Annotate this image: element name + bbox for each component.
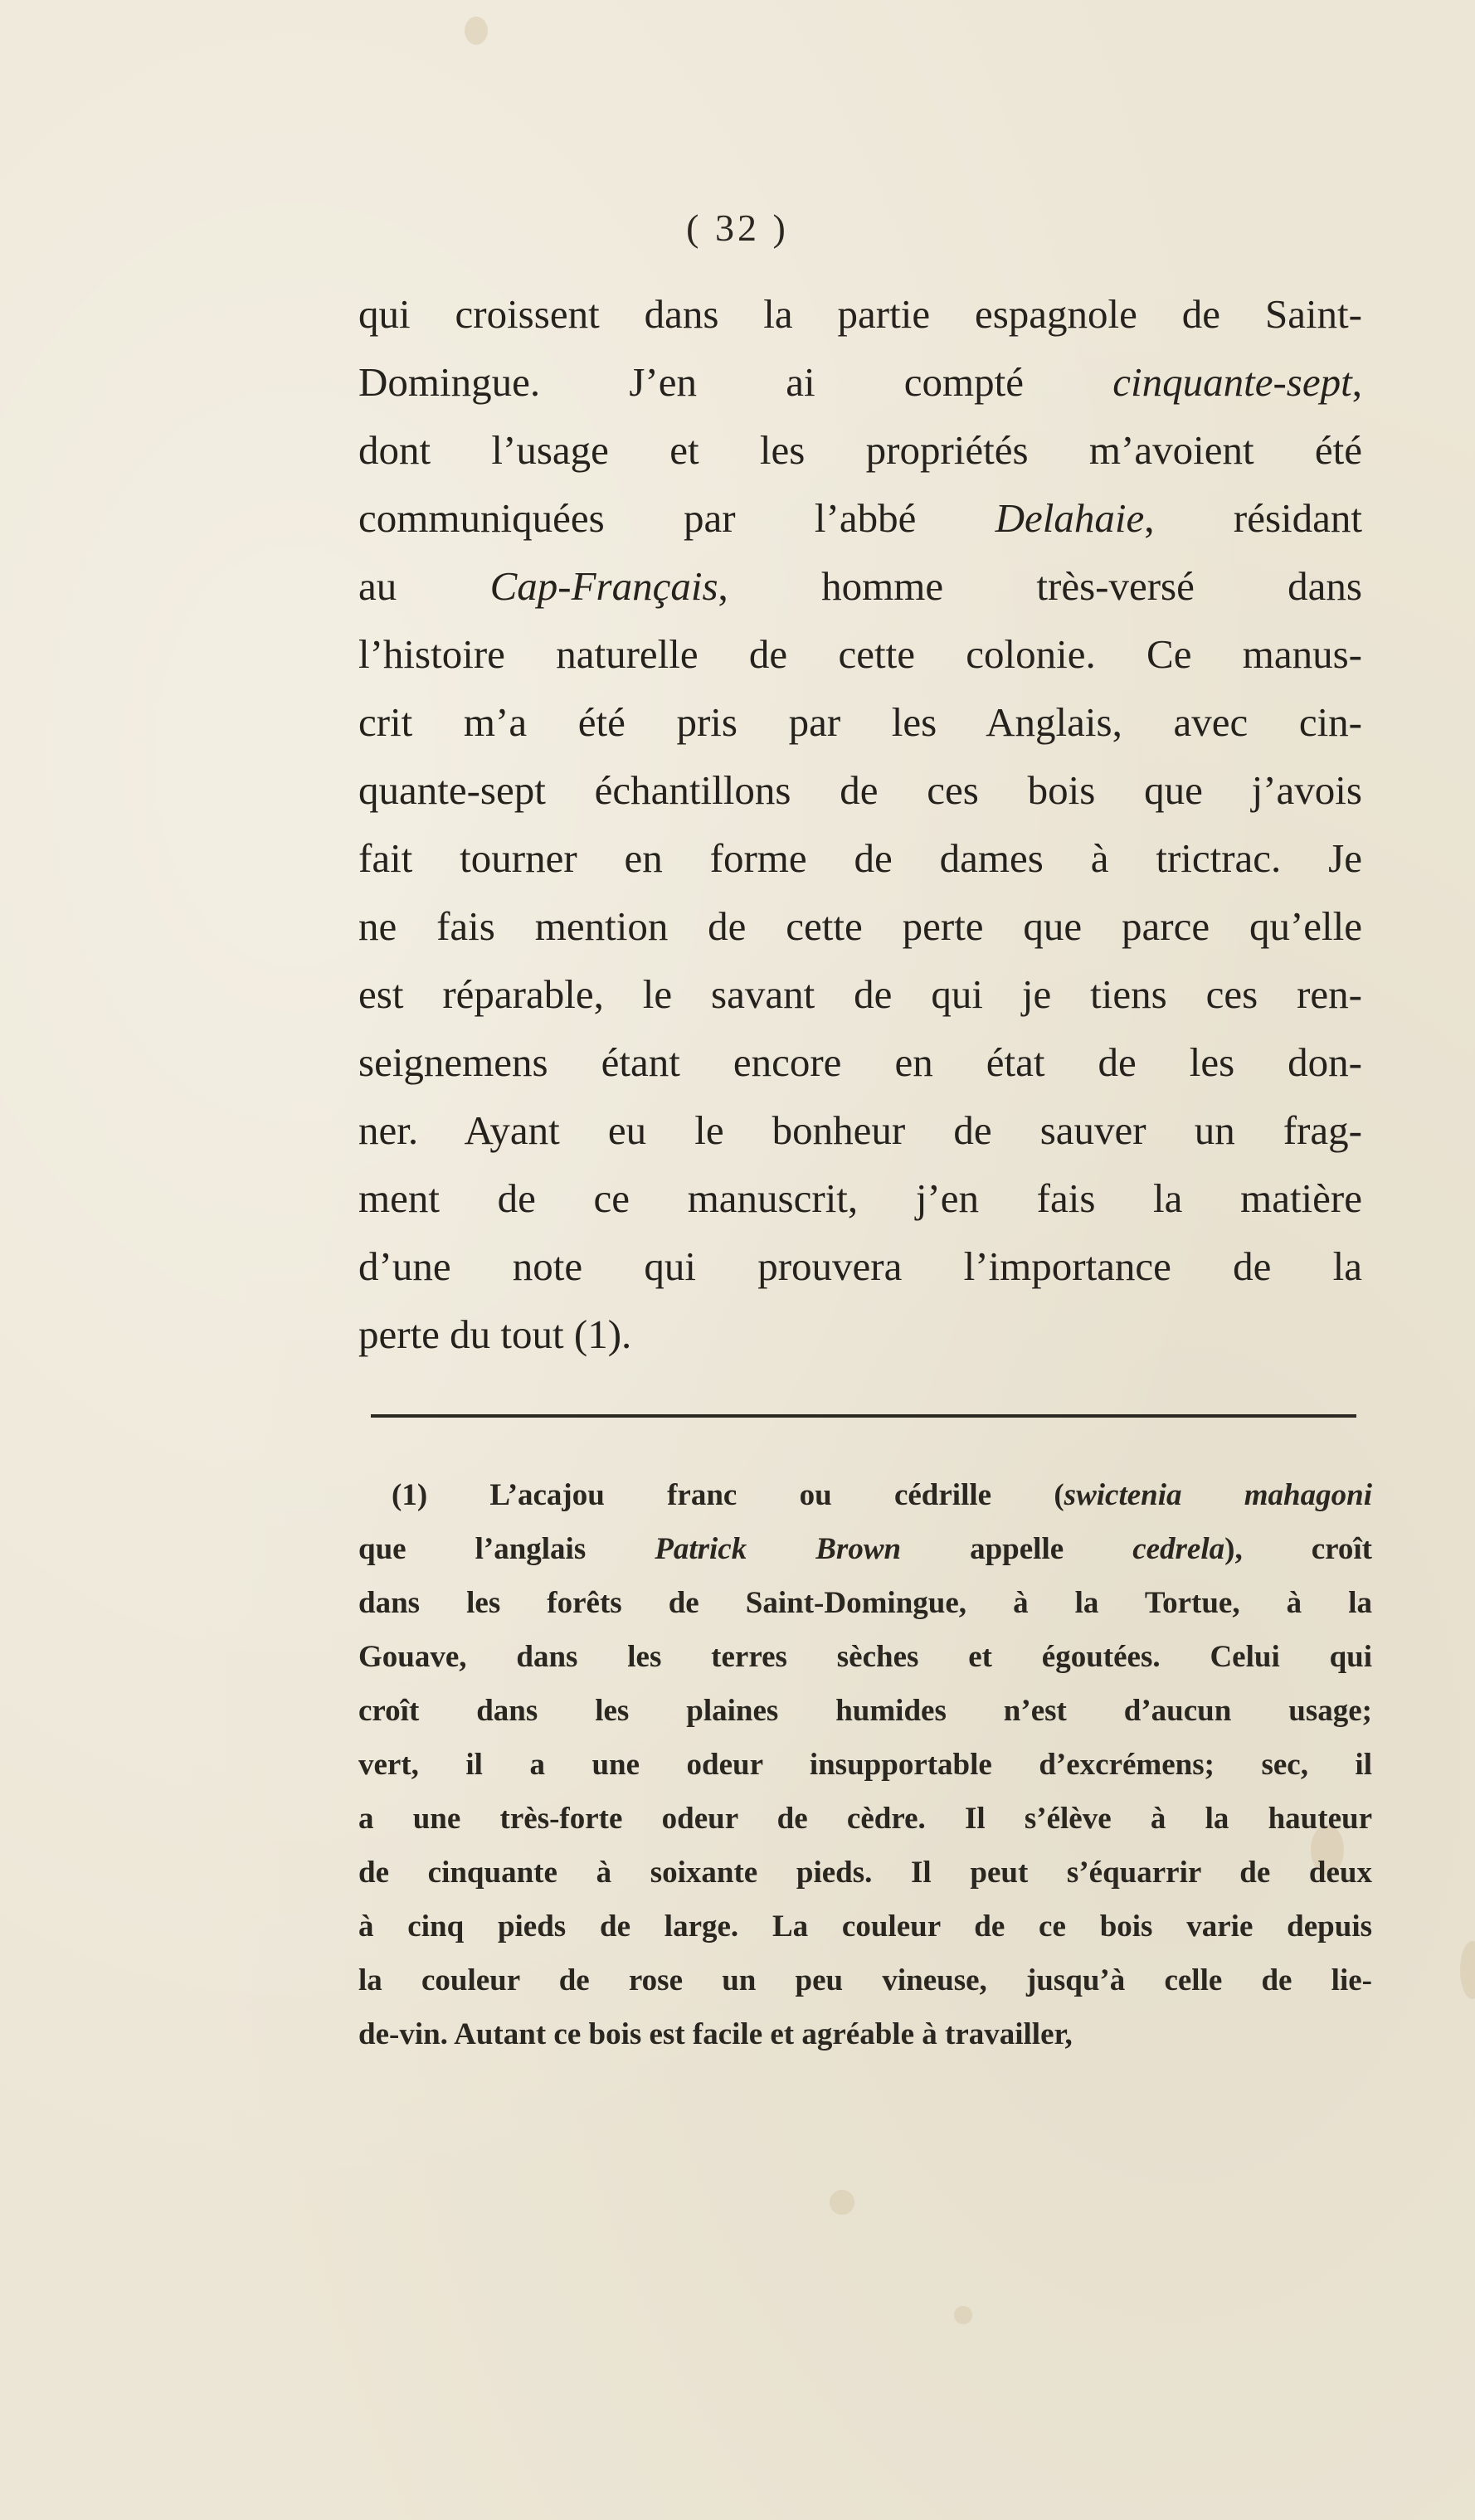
main-text-line <box>358 484 1362 552</box>
text-segment: d’une note qui prouvera l’importance de la <box>358 1243 1362 1289</box>
text-segment: dans les forêts de Saint-Domingue, à la Tortue, à la <box>358 1586 1372 1620</box>
italic-text-segment: swictenia mahagoni <box>1064 1478 1372 1512</box>
italic-text-segment: cedrela <box>1132 1532 1225 1566</box>
text-segment: dont l’usage et les propriétés m’avoient été <box>358 427 1362 473</box>
text-segment: l’histoire naturelle de cette colonie. Ce manus- <box>358 631 1362 677</box>
main-text-line <box>358 552 1362 620</box>
text-segment: , résidant <box>1144 495 1362 541</box>
footnote-separator-rule <box>371 1414 1356 1418</box>
italic-text-segment: Delahaie <box>995 495 1145 541</box>
text-segment: communiquées par l’abbé <box>358 495 996 541</box>
main-text-line <box>358 280 1362 348</box>
main-text-line <box>358 1301 1362 1369</box>
text-segment: croît dans les plaines humides n’est d’aucun usage; <box>358 1694 1372 1728</box>
text-segment: Domingue. J’en ai compté <box>358 359 1113 405</box>
paper-stain <box>1460 1941 1475 1999</box>
text-segment: que l’anglais <box>358 1532 655 1566</box>
footnote-line <box>358 1684 1372 1738</box>
paper-stain <box>465 17 488 45</box>
text-segment: ner. Ayant eu le bonheur de sauver un frag- <box>358 1107 1362 1153</box>
main-text-line <box>358 893 1362 961</box>
paper-stain <box>830 2190 854 2215</box>
main-text-line <box>358 1097 1362 1165</box>
footnote-line <box>358 1522 1372 1576</box>
main-text-line <box>358 348 1362 416</box>
text-segment: crit m’a été pris par les Anglais, avec cin- <box>358 699 1362 745</box>
text-segment: ne fais mention de cette perte que parce qu’elle <box>358 903 1362 949</box>
footnote-line <box>358 1846 1372 1900</box>
footnote-line <box>358 1738 1372 1792</box>
footnote <box>358 1468 1372 2061</box>
footnote-line <box>358 1576 1372 1630</box>
text-segment: la couleur de rose un peu vineuse, jusqu’à celle de lie- <box>358 1963 1372 1997</box>
text-segment: quante-sept échantillons de ces bois que j’avois <box>358 767 1362 813</box>
main-text-line <box>358 825 1362 893</box>
italic-text-segment: Cap-Français <box>489 563 718 609</box>
italic-text-segment: cinquante-sept <box>1112 359 1352 405</box>
text-segment: seignemens étant encore en état de les don- <box>358 1039 1362 1085</box>
page-number: ( 32 ) <box>686 207 789 249</box>
text-segment: Gouave, dans les terres sèches et égoutées. Celui qui <box>358 1640 1372 1674</box>
text-segment: qui croissent dans la partie espagnole de Saint- <box>358 291 1362 337</box>
text-segment: (1) L’acajou franc ou cédrille ( <box>392 1478 1064 1512</box>
italic-text-segment: Patrick Brown <box>655 1532 902 1566</box>
text-segment: , <box>1351 359 1362 405</box>
main-text-line <box>358 688 1362 756</box>
text-segment: à cinq pieds de large. La couleur de ce bois varie depuis <box>358 1909 1372 1944</box>
text-segment: perte du tout (1). <box>358 1311 632 1357</box>
footnote-line <box>358 1630 1372 1684</box>
main-text <box>358 280 1362 1369</box>
text-segment: au <box>358 563 490 609</box>
text-segment: vert, il a une odeur insupportable d’excrémens; sec, il <box>358 1748 1372 1782</box>
text-segment: est réparable, le savant de qui je tiens ces ren- <box>358 971 1362 1017</box>
footnote-line <box>358 1953 1372 2007</box>
text-segment: de cinquante à soixante pieds. Il peut s’équarrir de deux <box>358 1856 1372 1890</box>
text-segment: ment de ce manuscrit, j’en fais la matière <box>358 1175 1362 1221</box>
text-segment: ), croît <box>1224 1532 1373 1566</box>
text-segment: a une très-forte odeur de cèdre. Il s’élève à la hauteur <box>358 1802 1372 1836</box>
footnote-line <box>358 1468 1372 1522</box>
main-text-line <box>358 756 1362 825</box>
main-text-line <box>358 1233 1362 1301</box>
text-segment: appelle <box>901 1532 1133 1566</box>
text-segment: de-vin. Autant ce bois est facile et agréable à travailler, <box>358 2017 1073 2051</box>
paper-stain <box>954 2306 972 2324</box>
footnote-line <box>358 1900 1372 1953</box>
text-segment: fait tourner en forme de dames à trictrac. Je <box>358 835 1362 881</box>
main-text-line <box>358 416 1362 484</box>
main-text-line <box>358 1029 1362 1097</box>
main-text-line <box>358 620 1362 688</box>
footnote-line <box>358 2007 1372 2061</box>
footnote-line <box>358 1792 1372 1846</box>
text-segment: , homme très-versé dans <box>718 563 1362 609</box>
main-text-line <box>358 1165 1362 1233</box>
main-text-line <box>358 961 1362 1029</box>
